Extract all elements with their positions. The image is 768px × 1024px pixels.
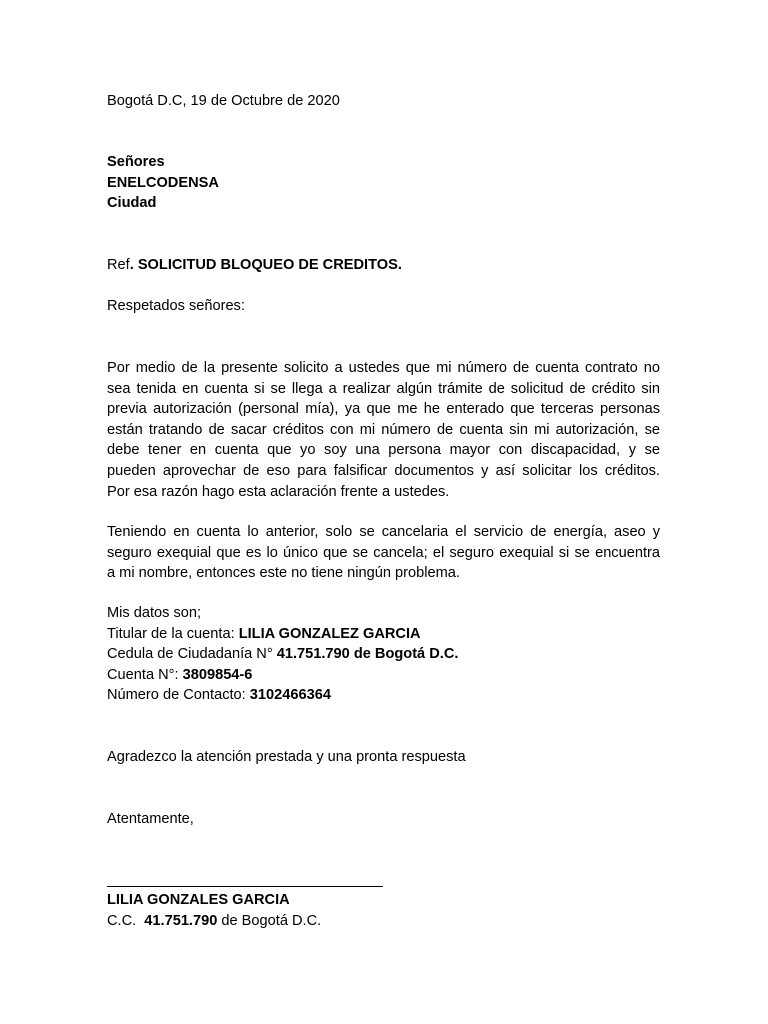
reference-line xyxy=(107,255,660,276)
reference-title: . SOLICITUD BLOQUEO DE CREDITOS. xyxy=(129,257,402,273)
reference-prefix: Ref xyxy=(107,257,130,273)
signature-id-row xyxy=(107,911,660,932)
id-number-row xyxy=(107,644,660,665)
data-intro: Mis datos son; xyxy=(107,605,202,621)
contact-number-value: 3102466364 xyxy=(249,687,331,704)
account-holder-value: LILIA GONZALEZ GARCIA xyxy=(238,625,421,642)
signature-line xyxy=(107,886,383,887)
signature-id-number: 41.751.790 xyxy=(144,912,218,929)
paragraph-1-line: Por esa razón hago esta aclaración frente a ustedes. xyxy=(107,483,450,500)
paragraph-1-line: están tratando de sacar créditos con mi número de cuenta sin mi autorización, se xyxy=(107,421,660,438)
body-paragraph-1 xyxy=(107,358,660,502)
greeting: Respetados señores: xyxy=(107,298,245,314)
signature-id-suffix: de Bogotá D.C. xyxy=(217,912,322,929)
recipient-block xyxy=(107,152,660,214)
account-holder-label: Titular de la cuenta: xyxy=(107,625,239,642)
paragraph-2-line: a mi nombre, entonces este no tiene ningún problema. xyxy=(107,565,460,582)
paragraph-1-line: pueden aprovechar de eso para falsificar documentos y así solicitar los créditos. xyxy=(107,462,660,479)
signature-id-prefix: C.C. xyxy=(107,912,145,929)
paragraph-1-line: Por medio de la presente solicito a ustedes que mi número de cuenta contrato no xyxy=(107,360,660,376)
date-line: Bogotá D.C, 19 de Octubre de 2020 xyxy=(107,93,340,109)
paragraph-1-line: previa autorización (personal mía), ya que me he enterado que terceras personas xyxy=(107,401,660,418)
body-paragraph-2 xyxy=(107,522,660,584)
thanks-line: Agradezco la atención prestada y una pronta respuesta xyxy=(107,749,466,765)
recipient-company: ENELCODENSA xyxy=(107,174,219,191)
closing-line: Atentamente, xyxy=(107,811,194,827)
paragraph-2-line: Teniendo en cuenta lo anterior, solo se cancelaria el servicio de energía, aseo y xyxy=(107,524,660,540)
recipient-line-1: Señores xyxy=(107,154,165,170)
account-number-value: 3809854-6 xyxy=(182,666,253,683)
paragraph-1-line: sea tenida en cuenta si se llega a realizar algún trámite de solicitud de crédito sin xyxy=(107,380,660,397)
paragraph-2-line: seguro exequial que es lo único que se cancela; el seguro exequial si se encuentra xyxy=(107,544,660,561)
paragraph-1-line: debe tener en cuenta que yo soy una persona mayor con discapacidad, y se xyxy=(107,442,660,459)
contact-number-label: Número de Contacto: xyxy=(107,687,250,704)
account-number-row xyxy=(107,665,660,686)
contact-number-row xyxy=(107,685,660,706)
data-section xyxy=(107,603,660,706)
id-number-label: Cedula de Ciudadanía N° xyxy=(107,646,277,663)
signature-name: LILIA GONZALES GARCIA xyxy=(107,892,290,908)
account-number-label: Cuenta N°: xyxy=(107,666,183,683)
account-holder-row xyxy=(107,624,660,645)
id-number-value: 41.751.790 de Bogotá D.C. xyxy=(276,646,459,663)
recipient-city: Ciudad xyxy=(107,195,157,212)
signature-block xyxy=(107,890,660,931)
